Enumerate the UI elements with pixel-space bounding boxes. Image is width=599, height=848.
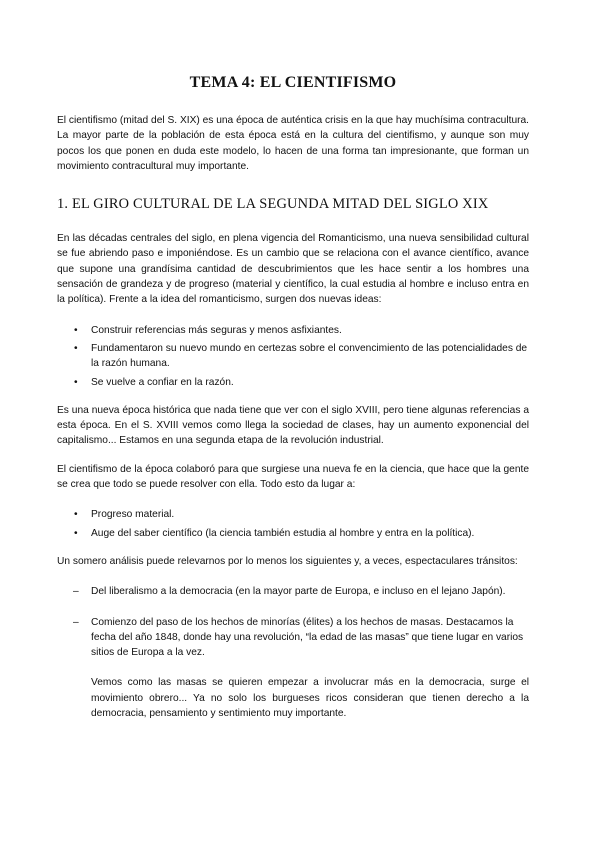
list-item — [57, 375, 529, 390]
list-item — [57, 507, 529, 522]
section-paragraph-4: Un somero análisis puede relevarnos por lo menos los siguientes y, a veces, espectaculares tránsitos: — [57, 555, 518, 567]
list-item — [57, 323, 529, 338]
sub-paragraph: Vemos como las masas se quieren empezar a involucrar más en la democracia, surge el movimiento obrero... Ya no solo los burgueses ricos consideran que tienen derecho a la democracia, pensamiento y sentimiento muy importante. — [91, 677, 529, 720]
list-item-text: Se vuelve a confiar en la razón. — [91, 376, 234, 388]
list-item — [57, 341, 529, 372]
document-title: TEMA 4: EL CIENTIFISMO — [189, 74, 397, 91]
dash-icon: – — [73, 616, 79, 628]
section-paragraph-3: El cientifismo de la época colaboró para que surgiese una nueva fe en la ciencia, que hace que la gente se crea que todo se puede resolver con ella. Todo esto da lugar a: — [57, 463, 529, 491]
list-item-text: Comienzo del paso de los hechos de minorías (élites) a los hechos de masas. Destacamos la fecha del año 1848, donde hay una revolución, “la edad de las masas” que tiene lugar en varios sitios de Europa a la vez. — [91, 616, 524, 659]
bullet-icon: • — [74, 342, 78, 354]
section-paragraph-1: En las décadas centrales del siglo, en plena vigencia del Romanticismo, una nueva sensibilidad cultural se fue abriendo paso e imponiéndose. Es un cambio que se relaciona con el avance científico, avance que supone una grandísima cantidad de descubrimientos que les hace sentir a los hombres una sensación de grandeza y de progreso (material y científico, la cual estudia al hombre e incluso entra en la política). Frente a la idea del romanticismo, surgen dos nuevas ideas: — [57, 233, 529, 306]
list-item-text: Construir referencias más seguras y menos asfixiantes. — [91, 324, 342, 336]
bullet-icon: • — [74, 324, 78, 336]
section-heading: 1. EL GIRO CULTURAL DE LA SEGUNDA MITAD DEL SIGLO XIX — [57, 196, 489, 213]
list-item — [57, 584, 529, 599]
bullet-icon: • — [74, 509, 78, 521]
list-item — [57, 615, 529, 661]
list-item-text: Del liberalismo a la democracia (en la mayor parte de Europa, e incluso en el lejano Japón). — [91, 586, 506, 598]
list-item-text: Fundamentaron su nuevo mundo en certezas sobre el convencimiento de las potencialidades de la razón humana. — [91, 342, 528, 370]
intro-paragraph: El cientifismo (mitad del S. XIX) es una época de auténtica crisis en la que hay muchísima contracultura. La mayor parte de la población de esta época está en la cultura del cientifismo, y aunque son muy pocos los que ponen en duda este modelo, lo hacen de una forma tan impresionante, que forman un movimiento contracultural muy importante. — [57, 115, 529, 172]
section-paragraph-2: Es una nueva época histórica que nada tiene que ver con el siglo XVIII, pero tiene algunas referencias a esta época. En el S. XVIII vemos como llega la sociedad de clases, hay un aumento exponencial del capitalismo... Estamos en una segunda etapa de la revolución industrial. — [57, 404, 529, 447]
bullet-icon: • — [74, 527, 78, 539]
list-item-text: Progreso material. — [91, 509, 175, 521]
list-item-text: Auge del saber científico (la ciencia también estudia al hombre y entra en la política). — [91, 527, 475, 539]
dash-icon: – — [73, 586, 79, 598]
list-item — [57, 526, 529, 541]
ideas-list — [57, 323, 529, 390]
transitions-list — [57, 584, 529, 660]
results-list — [57, 507, 529, 541]
bullet-icon: • — [74, 376, 78, 388]
